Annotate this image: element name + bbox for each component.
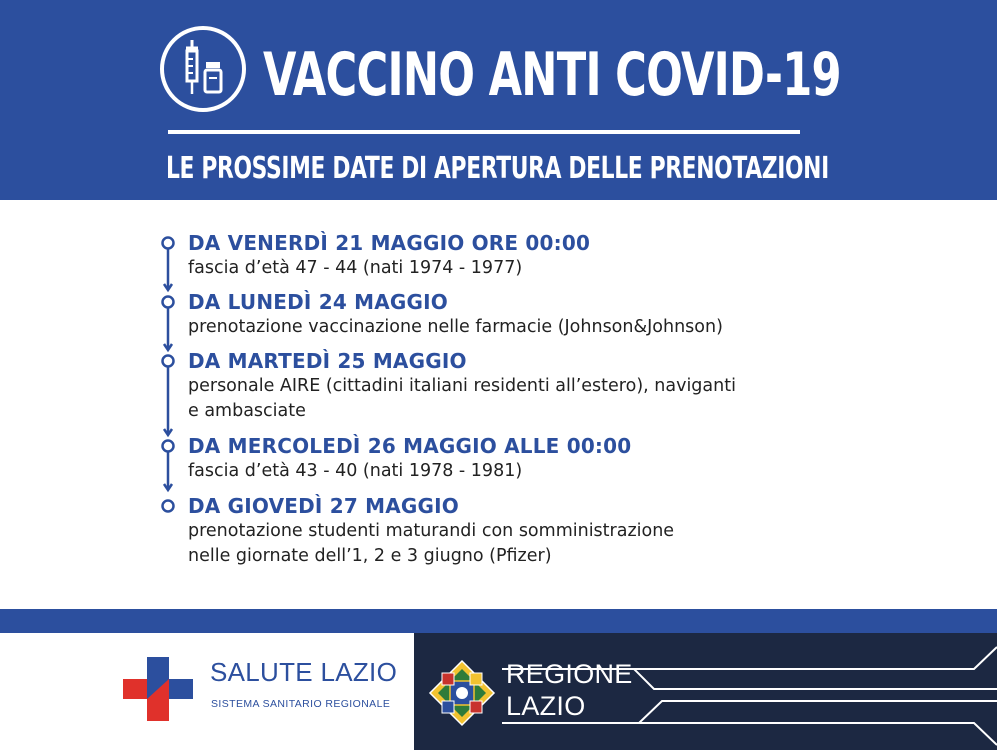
schedule-description: e ambasciate bbox=[188, 401, 306, 421]
schedule-entry bbox=[188, 433, 631, 484]
schedule-date: DA MERCOLEDÌ 26 MAGGIO ALLE 00:00 bbox=[188, 434, 632, 458]
page-subtitle: LE PROSSIME DATE DI APERTURA DELLE PRENOTAZIONI bbox=[166, 151, 829, 186]
header-banner bbox=[0, 0, 997, 200]
vaccine-syringe-vial-icon bbox=[158, 24, 248, 114]
schedule-date: DA LUNEDÌ 24 MAGGIO bbox=[188, 290, 448, 314]
schedule-entry bbox=[188, 348, 736, 424]
schedule-entry bbox=[188, 493, 674, 569]
schedule-date: DA GIOVEDÌ 27 MAGGIO bbox=[188, 494, 459, 518]
regione-title-line1: REGIONE bbox=[506, 659, 633, 689]
regione-lazio-logo bbox=[414, 633, 997, 750]
schedule-description: nelle giornate dell’1, 2 e 3 giugno (Pfizer) bbox=[188, 546, 552, 566]
schedule-description: fascia d’età 47 - 44 (nati 1974 - 1977) bbox=[188, 258, 523, 278]
title-divider bbox=[168, 130, 800, 134]
schedule-date: DA VENERDÌ 21 MAGGIO ORE 00:00 bbox=[188, 231, 591, 255]
page-title: VACCINO ANTI COVID-19 bbox=[263, 40, 841, 110]
schedule-description: fascia d’età 43 - 40 (nati 1978 - 1981) bbox=[188, 461, 523, 481]
schedule-date: DA MARTEDÌ 25 MAGGIO bbox=[188, 349, 467, 373]
schedule-description: prenotazione studenti maturandi con somministrazione bbox=[188, 521, 675, 541]
regione-title-line2: LAZIO bbox=[506, 691, 586, 721]
schedule-entry bbox=[188, 230, 590, 281]
booking-timeline bbox=[158, 228, 858, 588]
regione-decorative-lines bbox=[414, 633, 997, 750]
salute-lazio-subtitle: SISTEMA SANITARIO REGIONALE bbox=[211, 698, 391, 710]
schedule-entry bbox=[188, 289, 723, 340]
footer-stripe bbox=[0, 609, 997, 633]
timeline-connector bbox=[158, 228, 188, 528]
schedule-description: personale AIRE (cittadini italiani residenti all’estero), naviganti bbox=[188, 376, 736, 396]
regione-lazio-emblem-icon bbox=[428, 659, 496, 727]
salute-lazio-logo bbox=[0, 633, 414, 750]
health-cross-icon bbox=[123, 657, 193, 721]
schedule-description: prenotazione vaccinazione nelle farmacie (Johnson&Johnson) bbox=[188, 317, 723, 337]
salute-lazio-title: SALUTE LAZIO bbox=[210, 657, 398, 687]
